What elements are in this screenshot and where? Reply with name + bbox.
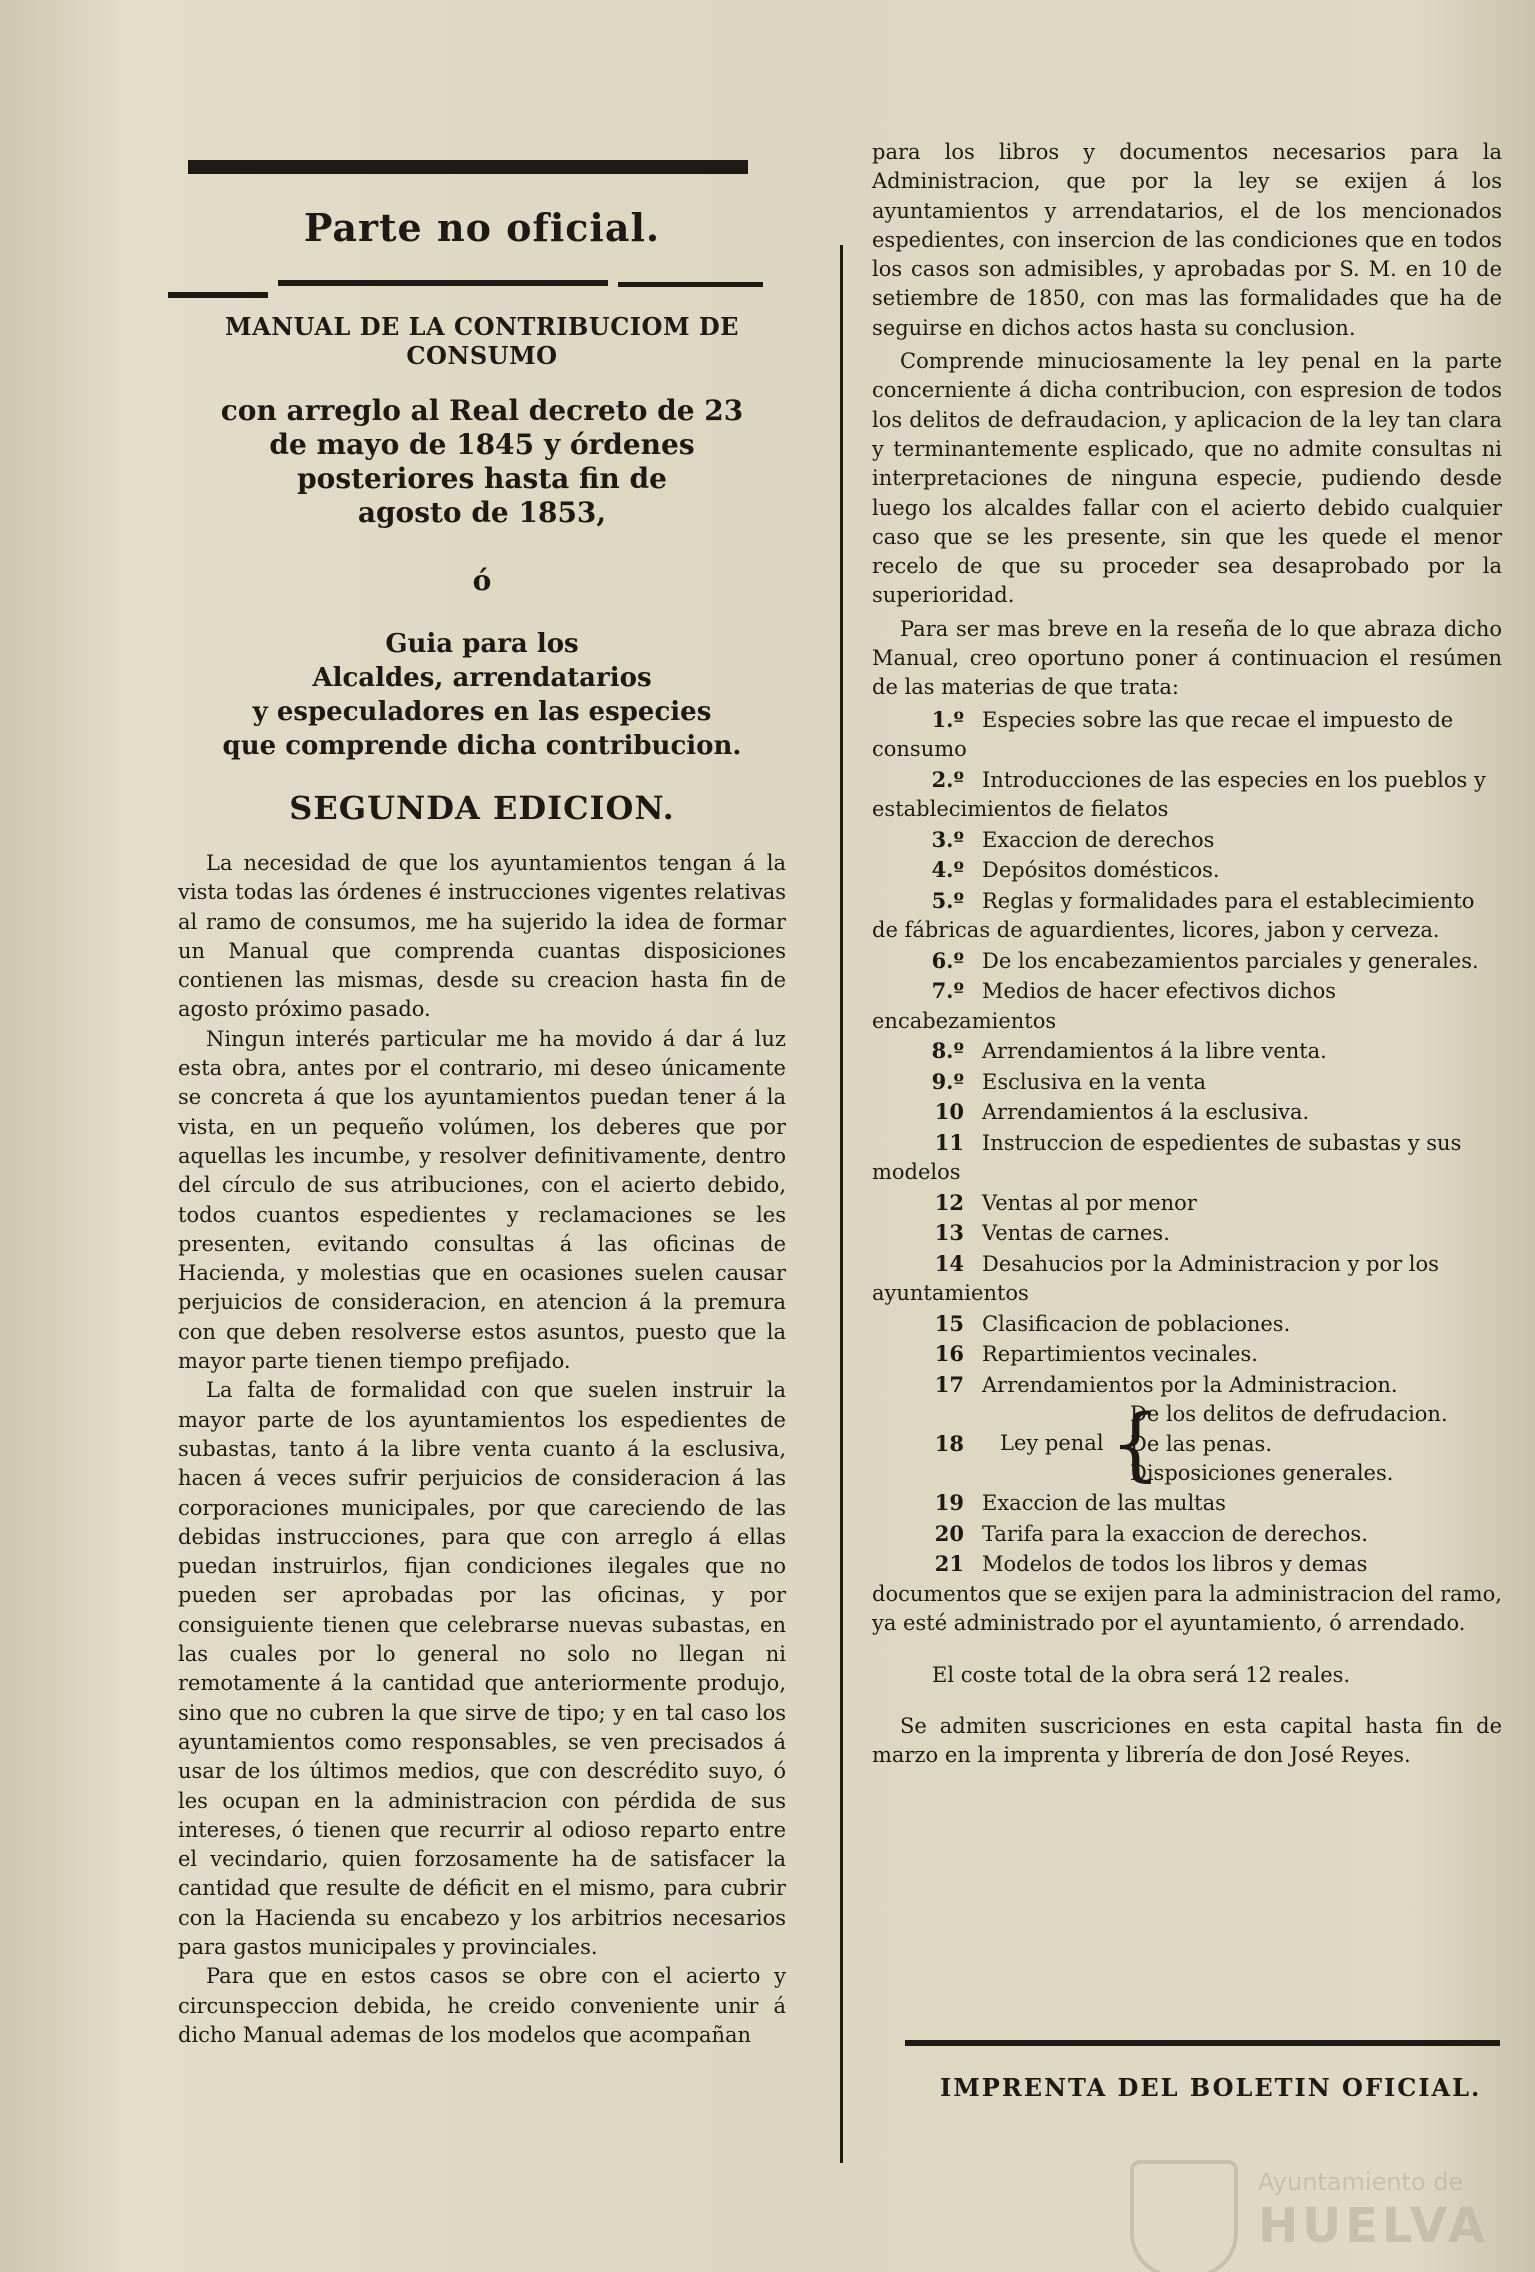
list-item (872, 1309, 1502, 1340)
list-item (872, 1067, 1502, 1098)
ley-penal-subitems (1130, 1400, 1448, 1489)
item-text: Modelos de todos los libros y demas documentos que se exijen para la administracion del ramo, ya esté administrado por el ayuntamiento, ó arrendado. (872, 1552, 1502, 1636)
conjunction: ó (472, 564, 492, 597)
item-number: 20 (934, 1520, 964, 1546)
item-number: 19 (934, 1490, 964, 1516)
item-text: Ventas al por menor (982, 1190, 1197, 1215)
guide-line: Alcaldes, arrendatarios (312, 663, 652, 693)
item-text: Instruccion de espedientes de subastas y sus modelos (872, 1130, 1462, 1185)
paragraph: para los libros y documentos necesarios para la Administracion, que por la ley se exijen á los ayuntamientos y arrendatarios, el de los mencionados espedientes, con insercion de las condiciones que en todos los casos son admisibles, y aprobadas por S. M. en 10 de setiembre de 1850, con mas las formalidades que ha de seguirse en dichos actos hasta su conclusion. (872, 140, 1502, 340)
subtitle-line: con arreglo al Real decreto de 23 (220, 394, 744, 427)
list-item (872, 765, 1502, 825)
item-number: 8.º (931, 1038, 964, 1064)
guide-line: y especuladores en las especies (252, 697, 712, 727)
item-text: Repartimientos vecinales. (982, 1342, 1258, 1367)
right-column (872, 138, 1502, 1771)
item-number: 21 (934, 1551, 964, 1577)
price-notice: El coste total de la obra será 12 reales. (932, 1662, 1351, 1687)
subtitle-line: agosto de 1853, (357, 496, 607, 529)
list-item (872, 1036, 1502, 1067)
item-number: 6.º (931, 947, 964, 973)
list-item (872, 1519, 1502, 1550)
guide-line: Guia para los (385, 629, 579, 659)
printer-footer: IMPRENTA DEL BOLETIN OFICIAL. (940, 2073, 1482, 2102)
paragraph: La falta de formalidad con que suelen instruir la mayor parte de los ayuntamientos los espedientes de subastas, tanto á la libre venta cuanto á la esclusiva, hacen á veces sufrir perjuicios de consideracion á las corporaciones municipales, por que careciendo de las debidas instrucciones, para que con arreglo á ellas puedan instruirlos, fijan condiciones ilegales que no pueden ser aprobadas por las oficinas, y por consiguiente tienen que celebrarse nuevas subastas, en las cuales por lo general no solo no llegan ni remotamente á la cantidad que anteriormente produjo, sino que no cubren la que sirve de tipo; y en tal caso los ayuntamientos como responsables, se ven precisados á usar de los últimos medios, que con descrédito suyo, ó les ocupan en la administracion con pérdida de sus intereses, ó tienen que recurrir al odioso reparto entre el vecindario, quien forzosamente ha de satisfacer la cantidad que resulte de déficit en el mismo, para cubrir con la Hacienda su encabezo y los arbitrios necesarios para gastos municipales y provinciales. (178, 1378, 786, 1959)
item-number: 17 (934, 1371, 964, 1397)
item-number: 11 (934, 1129, 964, 1155)
item-text: Esclusiva en la venta (982, 1069, 1206, 1094)
list-item (872, 1128, 1502, 1188)
contents-list (872, 705, 1502, 1639)
item-number: 16 (934, 1341, 964, 1367)
left-column (178, 145, 786, 2050)
paragraph: Para ser mas breve en la reseña de lo que abraza dicho Manual, creo oportuno poner á continuacion el resúmen de las materias de que trata: (872, 616, 1502, 700)
paragraph: Comprende minuciosamente la ley penal en la parte concerniente á dicha contribucion, con espresion de todos los delitos de defraudacion, y aplicacion de la ley tan clara y terminantemente esplicado, que no admite consultas ni interpretaciones de ninguna especie, pudiendo desde luego los alcaldes fallar con el acierto debido cualquier caso que se les presente, sin que les quede el menor recelo de que su proceder sea desaprobado por la superioridad. (872, 349, 1502, 608)
list-item (872, 1339, 1502, 1370)
subtitle (178, 394, 786, 530)
subtitle-line: de mayo de 1845 y órdenes (269, 428, 695, 461)
watermark-top: Ayuntamiento de (1258, 2168, 1464, 2196)
sub-item: De las penas. (1130, 1431, 1272, 1456)
item-number: 4.º (931, 857, 964, 883)
item-text: Arrendamientos á la esclusiva. (982, 1100, 1310, 1125)
guide-line: que comprende dicha contribucion. (222, 731, 742, 761)
ley-penal-label: Ley penal (1000, 1431, 1104, 1456)
subscription-notice: Se admiten suscriciones en esta capital hasta fin de marzo en la imprenta y librería de don José Reyes. (872, 1713, 1502, 1768)
list-item (872, 705, 1502, 765)
bottom-rule (905, 2040, 1500, 2046)
item-number: 15 (934, 1310, 964, 1336)
column-divider (840, 245, 843, 2163)
left-body (178, 849, 786, 2050)
list-item (872, 946, 1502, 977)
list-item (872, 1370, 1502, 1401)
item-number: 12 (934, 1189, 964, 1215)
item-text: De los encabezamientos parciales y generales. (982, 948, 1479, 973)
item-text: Introducciones de las especies en los pueblos y establecimientos de fielatos (872, 767, 1486, 822)
item-text: Especies sobre las que recae el impuesto de consumo (872, 707, 1454, 762)
item-number: 18 (934, 1431, 964, 1457)
item-number: 5.º (931, 887, 964, 913)
item-text: Arrendamientos á la libre venta. (982, 1039, 1327, 1064)
list-item (872, 855, 1502, 886)
item-number: 1.º (931, 706, 964, 732)
list-item (872, 825, 1502, 856)
item-text: Desahucios por la Administracion y por los ayuntamientos (872, 1251, 1439, 1306)
item-number: 3.º (931, 826, 964, 852)
item-number: 14 (934, 1250, 964, 1276)
item-text: Ventas de carnes. (982, 1221, 1170, 1246)
list-item (872, 1549, 1502, 1639)
list-item (872, 1097, 1502, 1128)
item-text: Depósitos domésticos. (982, 858, 1220, 883)
manual-title: MANUAL DE LA CONTRIBUCIOM DE CONSUMO (225, 312, 739, 370)
item-text: Clasificacion de poblaciones. (982, 1311, 1291, 1336)
list-item (872, 1188, 1502, 1219)
list-item (872, 976, 1502, 1036)
item-number: 2.º (931, 766, 964, 792)
item-text: Medios de hacer efectivos dichos encabezamientos (872, 979, 1337, 1033)
paragraph: La necesidad de que los ayuntamientos tengan á la vista todas las órdenes é instrucciones vigentes relativas al ramo de consumos, me ha sujerido la idea de formar un Manual que comprenda cuantas disposiciones contienen las mismas, desde su creacion hasta fin de agosto próximo pasado. (178, 851, 786, 1022)
watermark-name: HUELVA (1258, 2198, 1489, 2254)
item-number: 9.º (931, 1068, 964, 1094)
item-text: Exaccion de las multas (982, 1491, 1226, 1516)
sub-item: De los delitos de defrudacion. (1130, 1402, 1448, 1427)
list-item (872, 1249, 1502, 1309)
sub-item: Disposiciones generales. (1130, 1461, 1394, 1486)
item-number: 10 (934, 1099, 964, 1125)
item-text: Tarifa para la exaccion de derechos. (982, 1521, 1368, 1546)
ley-penal-item (872, 1397, 1502, 1491)
list-item (872, 1218, 1502, 1249)
item-text: Arrendamientos por la Administracion. (982, 1372, 1398, 1397)
item-text: Exaccion de derechos (982, 827, 1215, 852)
brace-glyph: { (1110, 1397, 1161, 1491)
section-title: Parte no oficial. (303, 205, 661, 250)
subtitle-line: posteriores hasta fin de (297, 462, 667, 495)
guide-title (178, 627, 786, 763)
list-item (872, 886, 1502, 946)
crest-icon (1130, 2160, 1238, 2272)
paragraph: Para que en estos casos se obre con el acierto y circunspeccion debida, he creido conveniente unir á dicho Manual ademas de los modelos que acompañan (178, 1964, 786, 2047)
item-number: 13 (934, 1220, 964, 1246)
edition-heading: SEGUNDA EDICION. (289, 789, 675, 827)
item-text: Reglas y formalidades para el establecimiento de fábricas de aguardientes, licores, jabon y cerveza. (872, 888, 1475, 943)
paragraph: Ningun interés particular me ha movido á dar á luz esta obra, antes por el contrario, mi deseo únicamente se concreta á que los ayuntamientos puedan tener á la vista, en un pequeño volúmen, los deberes que por aquellas les incumbe, y resolver definitivamente, dentro del círculo de sus atribuciones, con el acierto debido, todos cuantos espedientes y reclamaciones se les presenten, evitando consultas á las oficinas de Hacienda, y molestias que en ocasiones suelen causar perjuicios de consideracion, en atencion á la premura con que deben resolverse estos asuntos, puesto que la mayor parte tienen tiempo prefijado. (178, 1026, 786, 1374)
item-number: 7.º (931, 978, 964, 1004)
list-item (872, 1488, 1502, 1519)
